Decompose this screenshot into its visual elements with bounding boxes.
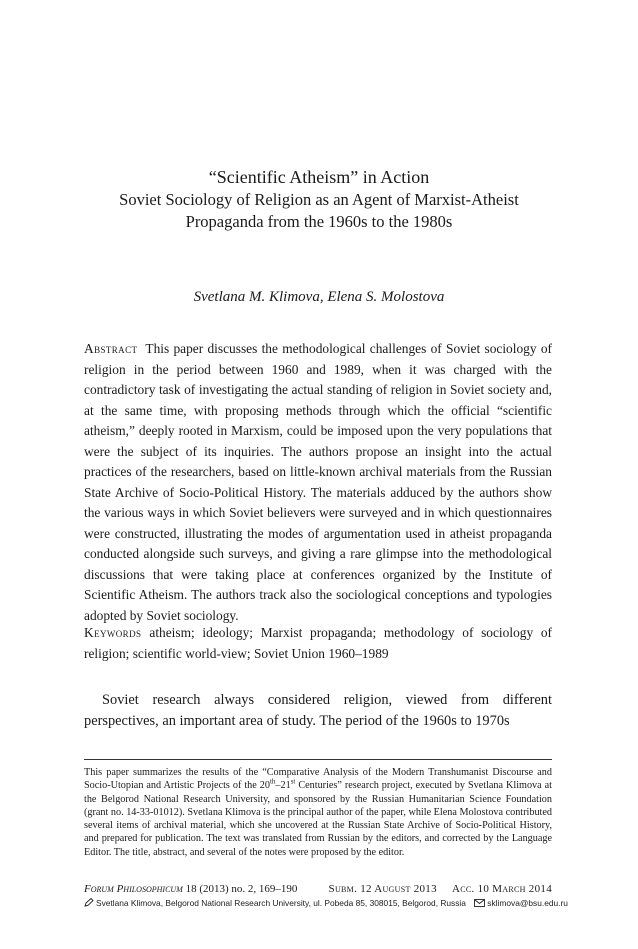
paper-authors: Svetlana M. Klimova, Elena S. Molostova (193, 289, 445, 305)
paper-subtitle: Soviet Sociology of Religion as an Agent of Marxist-Atheist Propaganda from the 1960s to the 1980s (119, 190, 519, 231)
submission-dates (317, 882, 552, 896)
journal-citation: 18 (2013) no. 2, 169–190 (185, 883, 298, 895)
journal-footer (84, 882, 552, 896)
keywords-section (84, 623, 552, 664)
abstract-text: This paper discusses the methodological challenges of Soviet sociology of religion in the period between 1960 and 1989, when it was charged with the contradictory task of investigating the actual standing of religion in Soviet society and, at the same time, with proposing methods through which the official “scientific atheism,” deeply rooted in Marxism, could be imposed upon the very populations that were the subject of its inquiries. The authors propose an insight into the actual practices of the researchers, based on little-known archival materials from the Russian State Archive of Socio-Political History. The materials adduced by the authors show the various ways in which Soviet believers were surveyed and in which questionnaires were constructed, illustrating the modes of argumentation used in atheist propaganda conducted alongside such surveys, and giving a rare glimpse into the methodological discussions that were taking place at conferences organized by the Institute of Scientific Atheism. The authors track also the sociological conceptions and typologies adopted by Soviet sociology. (84, 341, 552, 623)
submitted-date: Subm. 12 August 2013 (328, 883, 437, 895)
journal-name: Forum Philosophicum (84, 883, 183, 895)
accepted-date: Acc. 10 March 2014 (451, 883, 552, 895)
footnote (84, 766, 552, 859)
footnote-part-3: Centuries” research project, executed by Svetlana Klimova at the Belgorod National Research University, and sponsored by the Russian Humanitarian Science Foundation (grant no. 14-33-01012). Svetlana Klimova is the principal author of the paper, while Elena Molostova contributed several items of archival material, which she uncovered at the Russian State Archive of Socio-Political History, and prepared for publication. The text was translated from Russian by the editors, and corrected by the Language Editor. The title, abstract, and several of the notes were proposed by the editor. (84, 780, 552, 858)
abstract-label: Abstract (84, 341, 138, 356)
paper-title: “Scientific Atheism” in Action (208, 167, 430, 187)
author-address: Svetlana Klimova, Belgorod National Research University, ul. Pobeda 85, 308015, Belgorod, Russia (96, 898, 466, 908)
author-email[interactable]: sklimova@bsu.edu.ru (487, 898, 568, 908)
footnote-part-1: This paper summarizes the results of the “Comparative Analysis of the Modern Transhumanist Discourse and Socio-Utopian and Artistic Projects of the 20 (84, 767, 552, 792)
footnote-sup-2: st (290, 777, 296, 786)
keywords-label: Keywords (84, 625, 142, 640)
journal-citation-block (84, 882, 297, 896)
footnote-part-2: –21 (275, 780, 291, 792)
footnote-sup-1: th (269, 777, 276, 786)
abstract-section (84, 339, 552, 626)
author-contact (84, 897, 568, 910)
envelope-icon (474, 898, 485, 910)
footnote-divider (84, 759, 552, 760)
body-paragraph: Soviet research always considered religion, viewed from different perspectives, an important area of study. The period of the 1960s to 1970s (84, 692, 552, 729)
keywords-text: atheism; ideology; Marxist propaganda; methodology of sociology of religion; scientific world-view; Soviet Union 1960–1989 (84, 625, 552, 661)
pen-icon (84, 898, 94, 910)
